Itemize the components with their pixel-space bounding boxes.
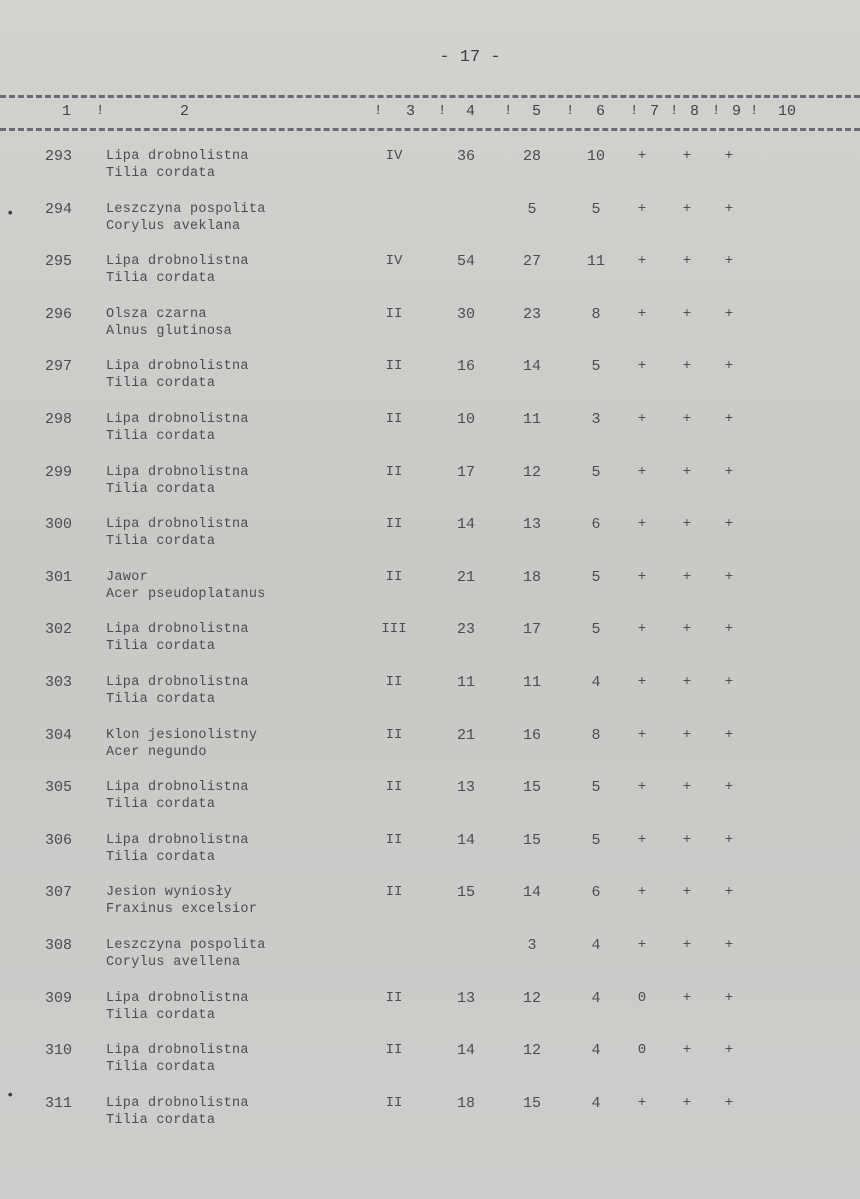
row-number: 298 (44, 411, 72, 428)
col-7-cell: + (637, 674, 647, 690)
age-class-cell: II (385, 831, 403, 848)
col-5-cell: 15 (522, 779, 541, 797)
col-8-cell: + (682, 305, 692, 322)
col-6-cell: 6 (591, 884, 601, 902)
species-names (106, 621, 376, 655)
header-separator: ! (712, 103, 721, 119)
age-class-cell: III (381, 621, 407, 638)
table-row (0, 779, 860, 819)
col-8-cell: + (682, 568, 692, 585)
col-8-cell: + (682, 1042, 692, 1059)
species-latin-name: Tilia cordata (106, 534, 216, 550)
species-latin-name: Tilia cordata (106, 1060, 216, 1076)
table-row (0, 990, 860, 1030)
species-polish-name: Lipa drobnolistna (106, 359, 249, 375)
species-names (106, 411, 376, 445)
species-polish-name: Lipa drobnolistna (106, 622, 249, 638)
table-row (0, 884, 860, 924)
col-6-cell: 5 (591, 831, 601, 849)
header-separator: ! (504, 103, 513, 119)
species-polish-name: Jesion wyniosły (106, 885, 233, 901)
species-polish-name: Lipa drobnolistna (106, 412, 249, 427)
species-latin-name: Fraxinus excelsior (106, 902, 258, 918)
species-names (106, 1095, 376, 1129)
col-9-cell: + (724, 463, 734, 480)
col-5-cell: 11 (522, 674, 541, 691)
species-latin-name: Acer negundo (106, 744, 207, 760)
header-separator: ! (670, 103, 679, 119)
col-9-cell: + (724, 726, 734, 743)
species-latin-name: Corylus avellena (106, 955, 241, 970)
species-polish-name: Lipa drobnolistna (106, 464, 249, 480)
row-number: 295 (44, 253, 72, 271)
age-class-cell: II (385, 989, 403, 1006)
species-latin-name: Tilia cordata (106, 797, 216, 813)
col-7-cell: + (637, 148, 647, 164)
col-7-cell: + (637, 411, 647, 427)
age-class-cell: IV (385, 253, 403, 270)
species-names (106, 306, 376, 340)
col-5-cell: 14 (522, 358, 541, 376)
header-separator: ! (374, 103, 383, 119)
col-9-cell: + (724, 621, 734, 638)
col-9-cell: + (724, 779, 734, 796)
col-6-cell: 5 (591, 779, 601, 797)
header-col-1: 1 (62, 103, 72, 120)
col-5-cell: 12 (522, 1042, 541, 1060)
col-8-cell: + (682, 463, 692, 480)
col-8-cell: + (682, 937, 692, 953)
col-7-cell: 0 (637, 1042, 647, 1059)
col-7-cell: + (637, 621, 647, 638)
col-6-cell: 4 (591, 1094, 601, 1112)
species-names (106, 779, 376, 813)
species-latin-name: Tilia cordata (106, 692, 216, 707)
col-4-cell: 13 (456, 779, 475, 797)
col-5-cell: 15 (522, 1094, 541, 1112)
col-9-cell: + (724, 989, 734, 1006)
age-class-cell: II (385, 1042, 403, 1059)
col-5-cell: 17 (522, 621, 541, 639)
col-4-cell: 14 (456, 831, 475, 849)
col-8-cell: + (682, 779, 692, 796)
table-row (0, 727, 860, 767)
species-latin-name: Tilia cordata (106, 1007, 216, 1023)
col-6-cell: 10 (586, 148, 605, 165)
species-latin-name: Tilia cordata (106, 429, 216, 444)
header-col-10: 10 (778, 103, 797, 120)
species-names (106, 832, 376, 866)
species-names (106, 727, 376, 761)
table-row (0, 201, 860, 241)
col-9-cell: + (724, 674, 734, 690)
col-5-cell: 12 (522, 463, 541, 481)
col-6-cell: 4 (591, 989, 601, 1007)
species-names (106, 464, 376, 498)
row-number: 294 (44, 200, 72, 218)
row-number: 299 (44, 463, 72, 481)
table-row (0, 937, 860, 977)
col-8-cell: + (682, 516, 692, 533)
col-7-cell: + (637, 463, 647, 480)
table-row (0, 674, 860, 714)
col-8-cell: + (682, 1094, 692, 1111)
header-separator: ! (566, 103, 575, 119)
species-polish-name: Lipa drobnolistna (106, 675, 249, 690)
col-7-cell: 0 (637, 989, 647, 1006)
header-col-3: 3 (406, 103, 416, 120)
species-latin-name: Tilia cordata (106, 639, 216, 655)
header-separator: ! (438, 103, 447, 119)
age-class-cell: II (385, 516, 403, 533)
col-5-cell: 14 (522, 884, 541, 902)
header-col-4: 4 (466, 103, 476, 120)
col-5-cell: 11 (522, 411, 541, 428)
col-4-cell: 18 (456, 1094, 475, 1112)
col-9-cell: + (724, 305, 734, 322)
species-polish-name: Lipa drobnolistna (106, 780, 249, 796)
col-6-cell: 8 (591, 305, 601, 323)
col-7-cell: + (637, 937, 647, 953)
header-col-7: 7 (650, 103, 660, 120)
col-7-cell: + (637, 200, 647, 217)
species-polish-name: Lipa drobnolistna (106, 149, 249, 164)
table-row (0, 621, 860, 661)
row-number: 304 (44, 726, 72, 744)
col-8-cell: + (682, 989, 692, 1006)
row-number: 311 (44, 1094, 72, 1112)
row-number: 308 (44, 937, 72, 954)
col-6-cell: 5 (591, 358, 601, 376)
species-latin-name: Acer pseudoplatanus (106, 586, 266, 602)
col-5-cell: 16 (522, 726, 541, 744)
col-9-cell: + (724, 148, 734, 164)
col-9-cell: + (724, 1042, 734, 1059)
col-9-cell: + (724, 253, 734, 270)
table-row (0, 1095, 860, 1135)
col-8-cell: + (682, 200, 692, 217)
age-class-cell: II (385, 884, 403, 901)
age-class-cell: II (385, 305, 403, 322)
col-4-cell: 21 (456, 726, 475, 744)
species-names (106, 674, 376, 708)
table-row (0, 1042, 860, 1082)
species-names (106, 201, 376, 235)
row-number: 306 (44, 831, 72, 849)
age-class-cell: II (385, 568, 403, 585)
col-6-cell: 4 (591, 1042, 601, 1060)
col-5-cell: 3 (527, 937, 537, 954)
header-col-8: 8 (690, 103, 700, 120)
col-9-cell: + (724, 884, 734, 901)
header-col-9: 9 (732, 103, 742, 120)
row-number: 297 (44, 358, 72, 376)
col-7-cell: + (637, 1094, 647, 1111)
col-5-cell: 18 (522, 568, 541, 586)
row-number: 302 (44, 621, 72, 639)
col-7-cell: + (637, 253, 647, 270)
species-polish-name: Jawor (106, 569, 149, 585)
col-5-cell: 12 (522, 989, 541, 1007)
species-polish-name: Leszczyna pospolita (106, 938, 266, 953)
col-9-cell: + (724, 1094, 734, 1111)
table-row (0, 516, 860, 556)
species-latin-name: Tilia cordata (106, 1112, 216, 1128)
age-class-cell: II (385, 779, 403, 796)
row-number: 296 (44, 305, 72, 323)
col-9-cell: + (724, 411, 734, 427)
row-number: 303 (44, 674, 72, 691)
row-number: 309 (44, 989, 72, 1007)
col-5-cell: 27 (522, 253, 541, 271)
col-4-cell: 21 (456, 568, 475, 586)
col-6-cell: 8 (591, 726, 601, 744)
col-8-cell: + (682, 726, 692, 743)
col-4-cell: 11 (456, 674, 475, 691)
row-number: 307 (44, 884, 72, 902)
col-4-cell: 15 (456, 884, 475, 902)
col-5-cell: 13 (522, 516, 541, 534)
col-7-cell: + (637, 726, 647, 743)
species-names (106, 884, 376, 918)
col-6-cell: 5 (591, 621, 601, 639)
age-class-cell: II (385, 411, 403, 427)
species-polish-name: Lipa drobnolistna (106, 517, 249, 533)
table-row (0, 569, 860, 609)
species-names (106, 937, 376, 971)
col-8-cell: + (682, 884, 692, 901)
species-names (106, 253, 376, 287)
col-9-cell: + (724, 568, 734, 585)
col-9-cell: + (724, 937, 734, 953)
species-polish-name: Leszczyna pospolita (106, 201, 266, 217)
col-7-cell: + (637, 779, 647, 796)
col-6-cell: 5 (591, 200, 601, 218)
col-4-cell: 10 (456, 411, 475, 428)
header-separator: ! (96, 103, 105, 119)
species-latin-name: Tilia cordata (106, 376, 216, 392)
col-6-cell: 11 (586, 253, 605, 271)
col-7-cell: + (637, 305, 647, 322)
col-8-cell: + (682, 621, 692, 638)
col-9-cell: + (724, 516, 734, 533)
col-6-cell: 4 (591, 674, 601, 691)
species-polish-name: Lipa drobnolistna (106, 990, 249, 1006)
col-4-cell: 16 (456, 358, 475, 376)
col-6-cell: 4 (591, 937, 601, 954)
species-polish-name: Lipa drobnolistna (106, 1043, 249, 1059)
col-4-cell: 14 (456, 1042, 475, 1060)
col-6-cell: 3 (591, 411, 601, 428)
species-names (106, 1042, 376, 1076)
col-4-cell: 13 (456, 989, 475, 1007)
species-names (106, 990, 376, 1024)
col-5-cell: 15 (522, 831, 541, 849)
row-number: 305 (44, 779, 72, 797)
header-col-6: 6 (596, 103, 606, 120)
col-7-cell: + (637, 358, 647, 375)
col-4-cell: 14 (456, 516, 475, 534)
table-row (0, 832, 860, 872)
species-polish-name: Lipa drobnolistna (106, 832, 249, 848)
header-col-5: 5 (532, 103, 542, 120)
col-8-cell: + (682, 358, 692, 375)
age-class-cell: II (385, 463, 403, 480)
table-row (0, 358, 860, 398)
col-4-cell: 36 (456, 148, 475, 165)
table-row (0, 253, 860, 293)
col-6-cell: 6 (591, 516, 601, 534)
age-class-cell: II (385, 726, 403, 743)
col-6-cell: 5 (591, 463, 601, 481)
col-8-cell: + (682, 148, 692, 164)
age-class-cell: IV (385, 148, 403, 164)
col-4-cell: 23 (456, 621, 475, 639)
species-polish-name: Klon jesionolistny (106, 727, 258, 743)
col-5-cell: 23 (522, 305, 541, 323)
col-9-cell: + (724, 358, 734, 375)
header-col-2: 2 (180, 103, 190, 120)
col-8-cell: + (682, 831, 692, 848)
col-4-cell: 54 (456, 253, 475, 271)
table-row (0, 306, 860, 346)
col-7-cell: + (637, 831, 647, 848)
row-number: 301 (44, 568, 72, 586)
species-names (106, 516, 376, 550)
col-8-cell: + (682, 411, 692, 427)
col-4-cell: 17 (456, 463, 475, 481)
col-7-cell: + (637, 568, 647, 585)
col-8-cell: + (682, 253, 692, 270)
col-9-cell: + (724, 831, 734, 848)
col-7-cell: + (637, 516, 647, 533)
species-polish-name: Lipa drobnolistna (106, 1095, 249, 1111)
col-4-cell: 30 (456, 305, 475, 323)
species-polish-name: Olsza czarna (106, 306, 207, 322)
age-class-cell: II (385, 358, 403, 375)
col-8-cell: + (682, 674, 692, 690)
page-number: - 17 - (439, 48, 501, 67)
species-latin-name: Tilia cordata (106, 849, 216, 865)
col-5-cell: 28 (522, 148, 541, 165)
age-class-cell: II (385, 1094, 403, 1111)
table-row (0, 411, 860, 451)
col-7-cell: + (637, 884, 647, 901)
row-number: 300 (44, 516, 72, 534)
col-6-cell: 5 (591, 568, 601, 586)
species-names (106, 569, 376, 603)
species-latin-name: Tilia cordata (106, 271, 216, 287)
species-latin-name: Tilia cordata (106, 166, 216, 181)
species-names (106, 358, 376, 392)
species-latin-name: Corylus aveklana (106, 218, 241, 234)
margin-mark: • (6, 206, 15, 222)
table-row (0, 148, 860, 188)
margin-mark: • (6, 1088, 15, 1104)
species-names (106, 148, 376, 182)
species-polish-name: Lipa drobnolistna (106, 254, 249, 270)
species-latin-name: Tilia cordata (106, 481, 216, 497)
row-number: 310 (44, 1042, 72, 1060)
table-row (0, 464, 860, 504)
header-separator: ! (750, 103, 759, 119)
species-latin-name: Alnus glutinosa (106, 323, 233, 339)
col-9-cell: + (724, 200, 734, 217)
header-separator: ! (630, 103, 639, 119)
age-class-cell: II (385, 674, 403, 690)
col-5-cell: 5 (527, 200, 537, 218)
row-number: 293 (44, 148, 72, 165)
